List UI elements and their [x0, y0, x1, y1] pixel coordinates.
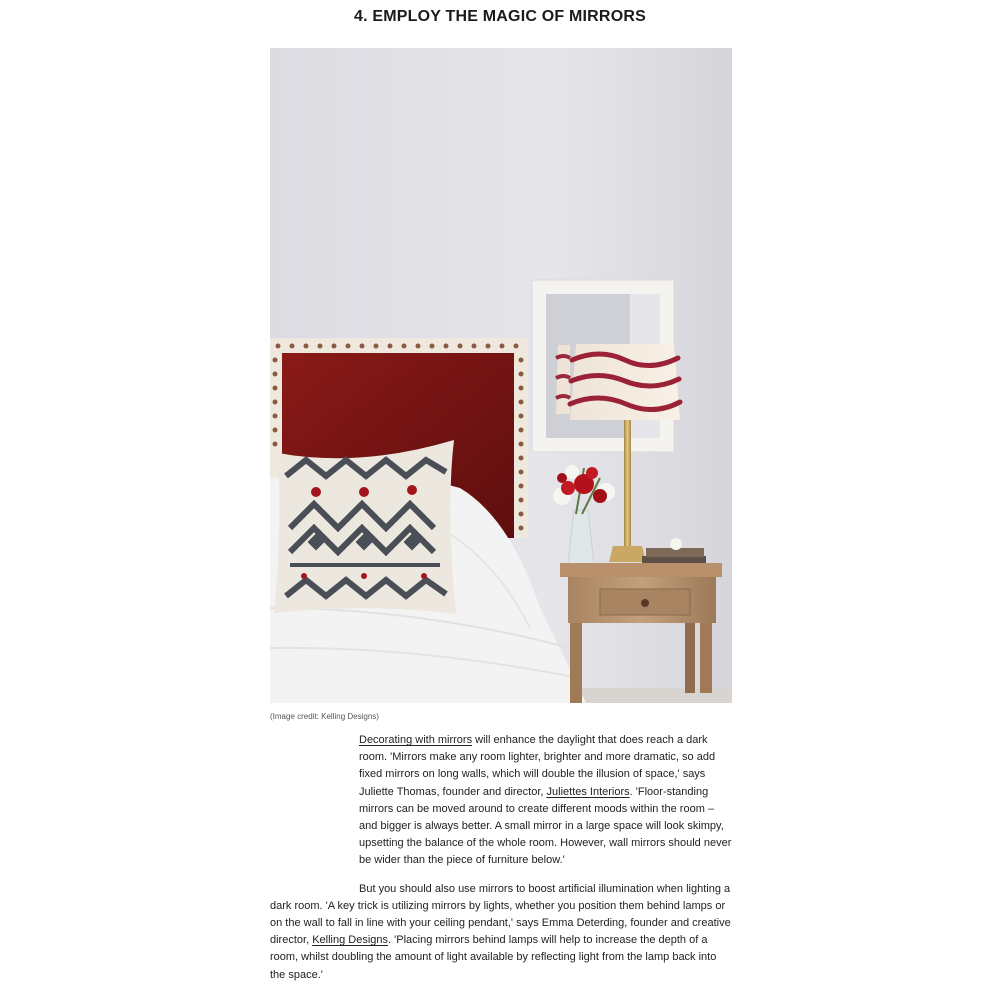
- article-body: [270, 732, 732, 995]
- decorating-with-mirrors-link[interactable]: Decorating with mirrors: [359, 734, 473, 746]
- kelling-designs-link[interactable]: Kelling Designs: [312, 934, 389, 947]
- bedroom-photo: [270, 48, 732, 703]
- paragraph-2: [270, 881, 732, 984]
- paragraph-1-text-a: will enhance the daylight that does reach a dark room. 'Mirrors make any room lighter, brighter and more dramatic, so add fixed mirrors on long walls, which will double the illusion of space,' says Juliette Thomas, founder and director,: [359, 734, 716, 798]
- bedroom-illustration: [270, 48, 732, 703]
- paragraph-1-text-b: . 'Floor-standing mirrors can be moved around to create different moods within the room – and bigger is always better. A small mirror in a large space will look skimpy, upsetting the balance of the whole room. However, wall mirrors should never be wider than the piece of furniture below.': [359, 785, 732, 867]
- juliettes-interiors-link[interactable]: Juliettes Interiors: [546, 785, 630, 798]
- paragraph-1: [270, 732, 732, 870]
- patterned-pillow: [274, 440, 456, 614]
- article-heading: 4. EMPLOY THE MAGIC OF MIRRORS: [354, 8, 646, 25]
- image-credit: (Image credit: Kelling Designs): [270, 712, 379, 721]
- paragraph-2-text-b: . 'Placing mirrors behind lamps will help to increase the depth of a room, whilst doubling the amount of light available by reflecting light from the lamp back into the space.': [270, 934, 717, 981]
- paragraph-2-text-a: But you should also use mirrors to boost artificial illumination when lighting a dark room. 'A key trick is utilizing mirrors by lights, whether you position them behind lamps or on the wall to fall in line with your ceiling pendant,' says Emma Deterding, founder and creative director,: [270, 882, 731, 947]
